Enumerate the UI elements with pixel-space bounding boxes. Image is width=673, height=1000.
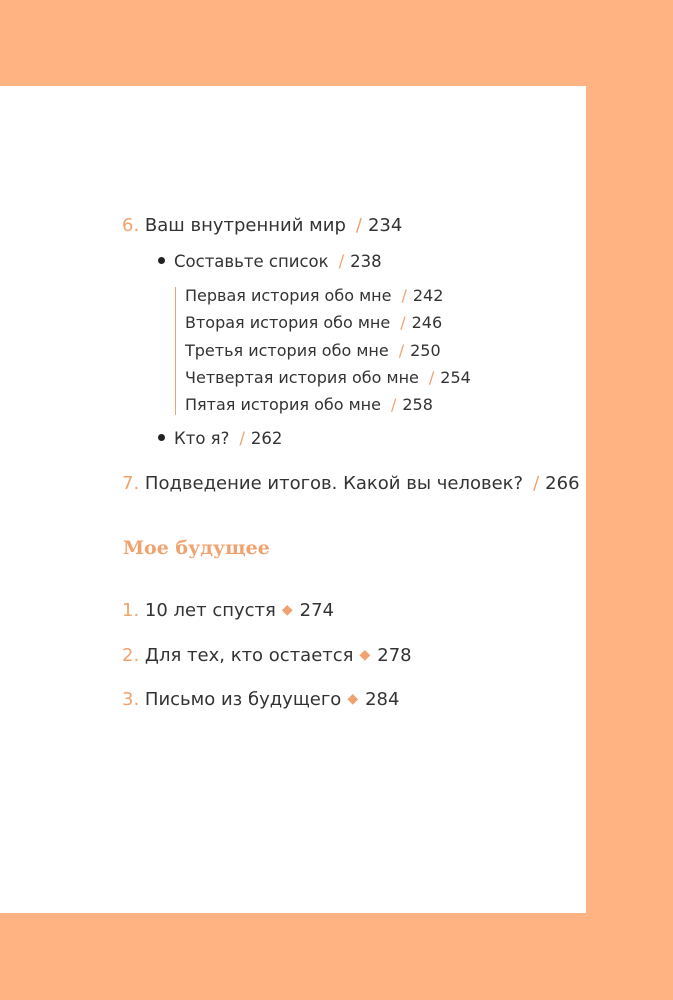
page-number: 262 xyxy=(250,429,283,448)
page-number: 266 xyxy=(545,473,580,494)
diamond-icon: ◆ xyxy=(281,602,293,618)
section-title: Кто я? xyxy=(174,429,230,448)
toc-future-item xyxy=(122,691,399,709)
story-title: Первая история обо мне xyxy=(185,286,392,305)
toc-future-item xyxy=(122,602,334,620)
chapter-title: Подведение итогов. Какой вы человек? xyxy=(144,473,524,494)
toc-story xyxy=(185,397,433,413)
toc-chapter-7 xyxy=(122,475,580,493)
page-number: 274 xyxy=(299,600,335,621)
page-number: 258 xyxy=(402,395,433,414)
slash-separator: / xyxy=(401,286,407,305)
page-number: 250 xyxy=(410,341,441,360)
slash-separator: / xyxy=(533,473,540,494)
section-title: Составьте список xyxy=(174,252,329,271)
toc-future-item xyxy=(122,647,412,665)
toc-story xyxy=(185,315,442,331)
item-number: 3. xyxy=(122,689,140,710)
slash-separator: / xyxy=(355,215,362,236)
slash-separator: / xyxy=(338,252,345,271)
stories-vertical-rule xyxy=(175,287,176,415)
book-page xyxy=(0,86,586,913)
section-heading: Мое будущее xyxy=(123,537,270,559)
toc-chapter-6 xyxy=(122,217,402,235)
page-number: 234 xyxy=(367,215,403,236)
page-number: 254 xyxy=(440,368,471,387)
slash-separator: / xyxy=(390,395,397,414)
toc-story xyxy=(185,370,471,386)
item-title: Для тех, кто остается xyxy=(144,645,354,666)
bullet-icon xyxy=(158,257,165,264)
toc-story xyxy=(185,343,441,359)
item-number: 1. xyxy=(122,600,140,621)
slash-separator: / xyxy=(398,341,405,360)
page-number: 278 xyxy=(377,645,412,666)
diamond-icon: ◆ xyxy=(359,647,371,663)
slash-separator: / xyxy=(239,429,245,448)
slash-separator: / xyxy=(428,368,435,387)
story-title: Вторая история обо мне xyxy=(185,313,391,332)
story-title: Третья история обо мне xyxy=(185,341,389,360)
toc-story xyxy=(185,288,443,304)
page-number: 284 xyxy=(365,689,400,710)
item-title: Письмо из будущего xyxy=(144,689,342,710)
chapter-number: 6. xyxy=(122,215,140,236)
chapter-title: Ваш внутренний мир xyxy=(144,215,346,236)
toc-section-who xyxy=(158,431,282,448)
item-number: 2. xyxy=(122,645,140,666)
item-title: 10 лет спустя xyxy=(144,600,276,621)
chapter-number: 7. xyxy=(122,473,140,494)
slash-separator: / xyxy=(400,313,406,332)
page-number: 246 xyxy=(411,313,443,332)
toc-section-list xyxy=(158,254,382,271)
bullet-icon xyxy=(158,434,165,441)
story-title: Пятая история обо мне xyxy=(185,395,381,414)
story-title: Четвертая история обо мне xyxy=(185,368,419,387)
diamond-icon: ◆ xyxy=(347,691,359,707)
page-number: 238 xyxy=(350,252,382,271)
page-number: 242 xyxy=(412,286,444,305)
